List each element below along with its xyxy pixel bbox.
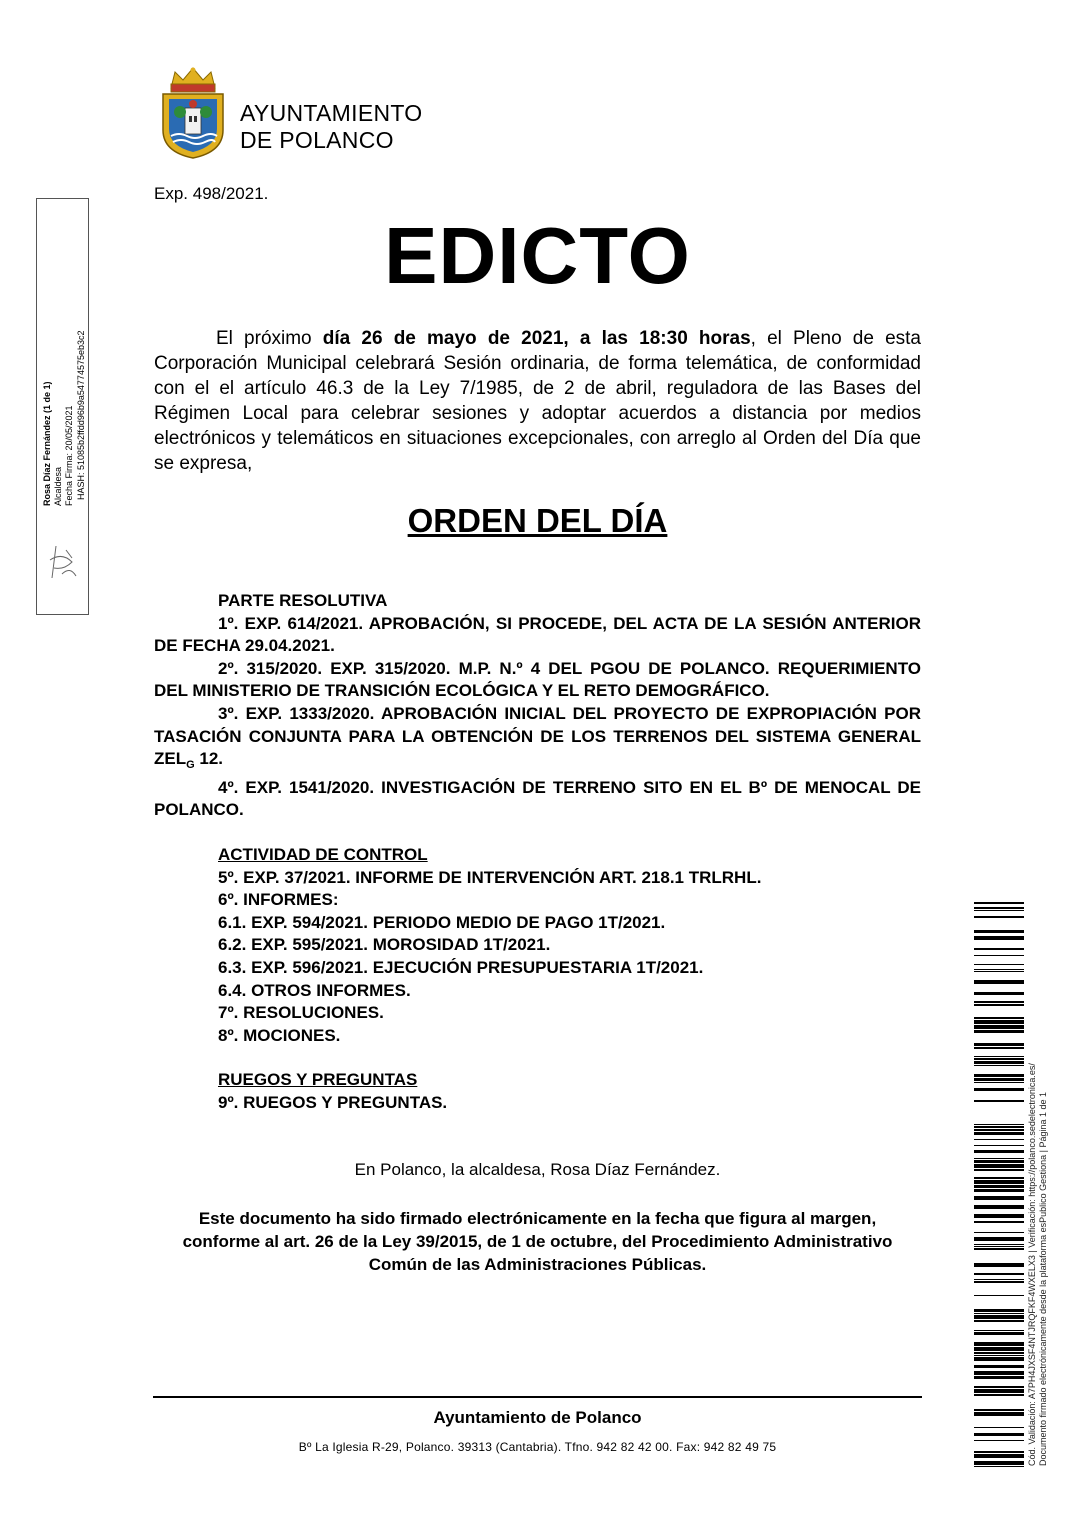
org-name-line1: AYUNTAMIENTO [240, 100, 423, 126]
barcode-bar [974, 1145, 1024, 1146]
verification-line1: Cód. Validación: A7PH4JXSF4NTJRQFKF4WXELX3 | Verificación: https://polanco.sedelectronica.es/ [1027, 1063, 1037, 1466]
barcode-bar [974, 1017, 1024, 1019]
signature-hash: HASH: 51085b2ffdd96b9a54774575eb3c2 [76, 330, 86, 500]
agenda-item-6-3: 6.3. EXP. 596/2021. EJECUCIÓN PRESUPUESTARIA 1T/2021. [218, 957, 704, 977]
barcode-bar [974, 1386, 1024, 1388]
barcode-bar [974, 1232, 1024, 1233]
barcode-bar [974, 1376, 1024, 1379]
barcode-bar [974, 1221, 1024, 1223]
barcode-bar [974, 1320, 1024, 1322]
barcode-bar [974, 964, 1024, 965]
barcode-bar [974, 930, 1024, 933]
barcode-bar [974, 1273, 1024, 1275]
verification-line2: Documento firmado electrónicamente desde la plataforma esPublico Gestiona | Página 1 de 1 [1038, 1091, 1048, 1466]
barcode-bar [974, 907, 1024, 909]
barcode-bar [974, 948, 1024, 950]
municipal-crest-logo [157, 66, 229, 160]
document-title: EDICTO [384, 211, 691, 300]
barcode-bar [974, 1139, 1024, 1140]
barcode-bar [974, 1164, 1024, 1168]
barcode-bar [974, 1082, 1024, 1083]
barcode-bar [974, 1409, 1024, 1411]
barcode-bar [974, 1065, 1024, 1066]
section-header-parte-resolutiva: PARTE RESOLUTIVA [218, 591, 388, 610]
validation-barcode [974, 902, 1024, 1467]
barcode-bar [974, 1466, 1024, 1467]
barcode-bar [974, 1169, 1024, 1171]
expediente-number: Exp. 498/2021. [154, 184, 269, 203]
barcode-bar [974, 1309, 1024, 1312]
org-name-line2: DE POLANCO [240, 127, 394, 153]
barcode-bar [974, 1347, 1024, 1351]
barcode-bar [974, 1440, 1024, 1441]
barcode-bar [974, 1030, 1024, 1033]
barcode-bar [974, 1185, 1024, 1188]
barcode-bar [974, 955, 1024, 956]
barcode-bar [974, 1126, 1024, 1128]
agenda-list [154, 590, 921, 1114]
footer-divider [153, 1396, 922, 1398]
signer-role: Alcaldesa [53, 466, 63, 506]
barcode-bar [974, 1150, 1024, 1153]
barcode-bar [974, 902, 1024, 904]
barcode-bar [974, 916, 1024, 918]
barcode-bar [974, 1365, 1024, 1368]
agenda-item-8: 8º. MOCIONES. [218, 1025, 341, 1045]
intro-pre: El próximo [216, 328, 323, 349]
agenda-item-7: 7º. RESOLUCIONES. [218, 1003, 384, 1023]
signature-text [42, 381, 75, 506]
footer-org-name: Ayuntamiento de Polanco [433, 1408, 642, 1427]
barcode-bar [974, 992, 1024, 995]
agenda-item-6-4: 6.4. OTROS INFORMES. [218, 980, 411, 1000]
barcode-bar [974, 1001, 1024, 1003]
barcode-bar [974, 1129, 1024, 1131]
barcode-bar [974, 1246, 1024, 1247]
barcode-bar [974, 1177, 1024, 1179]
barcode-bar [974, 936, 1024, 940]
barcode-bar [974, 1180, 1024, 1184]
barcode-bar [974, 1214, 1024, 1218]
signature-scribble [42, 540, 84, 584]
organization-name [240, 100, 423, 154]
barcode-bar [974, 1248, 1024, 1250]
barcode-bar [974, 1043, 1024, 1046]
barcode-bar [974, 910, 1024, 911]
agenda-item-6: 6º. INFORMES: [218, 890, 339, 910]
barcode-bar [974, 1047, 1024, 1049]
barcode-bar [974, 1451, 1024, 1453]
barcode-bar [974, 1427, 1024, 1428]
agenda-item-6-1: 6.1. EXP. 594/2021. PERIODO MEDIO DE PAGO 1T/2021. [218, 912, 666, 932]
barcode-bar [974, 1061, 1024, 1064]
barcode-bar [974, 1342, 1024, 1346]
intro-date-time: día 26 de mayo de 2021, a las 18:30 horas [322, 328, 751, 349]
barcode-bar [974, 1158, 1024, 1159]
barcode-bar [974, 1281, 1024, 1283]
barcode-bar [974, 1088, 1024, 1091]
agenda-item-2: 2º. 315/2020. EXP. 315/2020. M.P. N.º 4 DEL PGOU DE POLANCO. REQUERIMIENTO DEL MINISTERIO DE TRANSICIÓN ECOLÓGICA Y EL RETO DEMOGRÁFICO. [154, 658, 921, 701]
footer-address: Bº La Iglesia R-29, Polanco. 39313 (Cantabria). Tfno. 942 82 42 00. Fax: 942 82 49 75 [298, 1440, 777, 1454]
agenda-item-3-subscript: G [186, 759, 195, 772]
agenda-item-6-2: 6.2. EXP. 595/2021. MOROSIDAD 1T/2021. [218, 935, 551, 955]
barcode-bar [974, 1357, 1024, 1361]
barcode-bar [974, 971, 1024, 972]
agenda-item-3-text: 3º. EXP. 1333/2020. APROBACIÓN INICIAL DEL PROYECTO DE EXPROPIACIÓN POR TASACIÓN CONJUNTA PARA LA OBTENCIÓN DE LOS TERRENOS DEL SISTEMA GENERAL ZEL [154, 703, 921, 769]
barcode-bar [974, 1004, 1024, 1006]
barcode-bar [974, 1394, 1024, 1396]
barcode-bar [974, 1237, 1024, 1241]
barcode-bar [974, 1189, 1024, 1192]
barcode-bar [974, 1352, 1024, 1354]
barcode-bar [974, 1412, 1024, 1416]
barcode-bar [974, 1371, 1024, 1375]
barcode-bar [974, 1078, 1024, 1081]
barcode-bar [974, 1244, 1024, 1245]
barcode-bar [974, 1025, 1024, 1029]
section-header-actividad-control: ACTIVIDAD DE CONTROL [218, 844, 428, 864]
barcode-bar [974, 1330, 1024, 1331]
legal-notice: Este documento ha sido firmado electrónicamente en la fecha que figura al margen, conforme al art. 26 de la Ley 39/2015, de 1 de octubre, del Procedimiento Administrativo Común de las Administraciones Públicas. [182, 1209, 893, 1274]
barcode-bar [974, 1056, 1024, 1057]
orden-del-dia-title: ORDEN DEL DÍA [407, 502, 668, 539]
barcode-bar [974, 1389, 1024, 1393]
barcode-bar [974, 1295, 1024, 1296]
barcode-bar [974, 1196, 1024, 1200]
agenda-item-3 [154, 703, 921, 777]
barcode-bar [974, 1074, 1024, 1077]
intro-post: , el Pleno de esta Corporación Municipal celebrará Sesión ordinaria, de forma telemática, de conformidad con el el artículo 46.3 de la Ley 7/1985, de 2 de abril, reguladora de las Bases del Régimen Local para celebrar sesiones y adoptar acuerdos a distancia por medios electrónicos y telemáticos en situaciones excepcionales, con arreglo al Orden del Día que se expresa, [154, 328, 922, 474]
agenda-item-3-end: 12. [194, 749, 224, 769]
barcode-bar [974, 969, 1024, 970]
verification-text [1027, 1063, 1049, 1466]
barcode-bar [974, 1263, 1024, 1267]
barcode-bar [974, 1058, 1024, 1060]
agenda-item-9: 9º. RUEGOS Y PREGUNTAS. [218, 1092, 448, 1112]
section-header-ruegos: RUEGOS Y PREGUNTAS [218, 1070, 418, 1090]
signoff: En Polanco, la alcaldesa, Rosa Díaz Fernández. [354, 1160, 721, 1179]
barcode-bar [974, 1279, 1024, 1280]
barcode-bar [974, 1355, 1024, 1356]
signer-name: Rosa Díaz Fernández (1 de 1) [42, 381, 52, 506]
barcode-bar [974, 1313, 1024, 1314]
barcode-bar [974, 1100, 1024, 1102]
barcode-bar [974, 1124, 1024, 1125]
barcode-bar [974, 1132, 1024, 1135]
barcode-bar [974, 1160, 1024, 1163]
signature-date: Fecha Firma: 20/05/2021 [64, 405, 74, 506]
agenda-item-1: 1º. EXP. 614/2021. APROBACIÓN, SI PROCEDE, DEL ACTA DE LA SESIÓN ANTERIOR DE FECHA 29.04.2021. [154, 613, 921, 656]
barcode-bar [974, 1205, 1024, 1209]
barcode-bar [974, 1433, 1024, 1436]
barcode-bar [974, 1461, 1024, 1465]
barcode-bar [974, 1332, 1024, 1335]
barcode-bar [974, 980, 1024, 984]
agenda-item-4: 4º. EXP. 1541/2020. INVESTIGACIÓN DE TERRENO SITO EN EL Bº DE MENOCAL DE POLANCO. [154, 777, 921, 820]
barcode-bar [974, 1020, 1024, 1024]
agenda-item-5: 5º. EXP. 37/2021. INFORME DE INTERVENCIÓN ART. 218.1 TRLRHL. [218, 867, 762, 887]
intro-paragraph [154, 326, 921, 476]
barcode-bar [974, 1315, 1024, 1319]
barcode-bar [974, 1454, 1024, 1458]
